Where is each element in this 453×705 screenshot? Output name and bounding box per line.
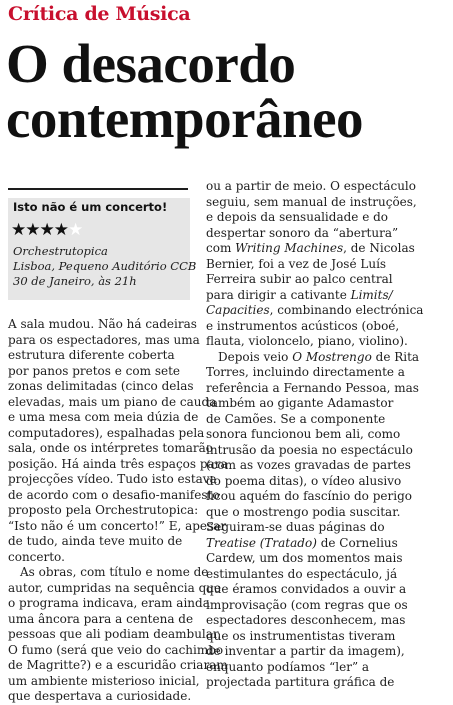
text-line: zonas delimitadas (cinco delas <box>8 379 194 393</box>
text-line: Capacities, combinando electrónica <box>206 303 424 317</box>
text-line: despertar sonoro da “abertura” <box>206 225 399 240</box>
text-line: um ambiente misterioso inicial, <box>8 673 200 688</box>
text-line: A sala mudou. Não há cadeiras <box>8 317 197 331</box>
star-icon: ★ <box>53 220 68 240</box>
text-line: para os espectadores, mas uma <box>8 332 200 347</box>
text-line: As obras, com título e nome de <box>20 565 209 579</box>
text-line: autor, cumpridas na sequência que <box>8 580 222 595</box>
text-line: com Writing Machines, de Nicolas <box>206 241 415 255</box>
text-line: proposto pela Orchestrutopica: <box>8 503 199 517</box>
body-column-left <box>8 317 228 705</box>
review-info-box <box>8 198 197 300</box>
text-line: “Isto não é um concerto!” E, apesar <box>8 518 227 533</box>
text-line: Bernier, foi a vez de José Luís <box>206 256 387 271</box>
review-title: Isto não é um concerto! <box>13 200 168 214</box>
text-line: seguiu, sem manual de instruções, <box>206 194 417 209</box>
text-line: posição. Há ainda três espaços para <box>8 456 228 471</box>
text-line: sonora funcionou bem ali, como <box>206 427 401 441</box>
text-line: Ferreira subir ao palco central <box>206 272 393 286</box>
text-line: Treatise (Tratado) de Cornelius <box>206 535 398 550</box>
star-icon: ★ <box>25 220 40 240</box>
section-kicker: Crítica de Música <box>8 3 191 25</box>
text-line: uma âncora para a centena de <box>8 611 194 626</box>
star-icon: ★ <box>68 220 83 240</box>
text-line: projectada partitura gráfica de <box>206 675 395 689</box>
venue: Lisboa, Pequeno Auditório CCB <box>13 259 197 273</box>
text-line: O fumo (será que veio do cachimbo <box>8 642 224 657</box>
text-line: Depois veio O Mostrengo de Rita <box>218 349 420 364</box>
text-line: de tudo, ainda teve muito de <box>8 534 183 548</box>
star-icon: ★ <box>11 220 26 240</box>
star-rating <box>11 220 82 240</box>
text-line: que éramos convidados a ouvir a <box>206 582 407 596</box>
text-line: elevadas, mais um piano de cauda <box>8 394 217 409</box>
text-line: concerto. <box>8 549 65 564</box>
text-line: sala, onde os intérpretes tomarão <box>8 441 214 455</box>
text-line: Torres, incluindo directamente a <box>206 365 405 379</box>
text-line: do poema ditas), o vídeo alusivo <box>206 473 402 488</box>
text-line: e instrumentos acústicos (oboé, <box>206 318 400 333</box>
ensemble-name: Orchestrutopica <box>13 244 108 258</box>
text-line: estrutura diferente coberta <box>8 348 175 362</box>
column-rule <box>8 188 188 190</box>
text-line: espectadores desconhecem, mas <box>206 613 406 627</box>
text-line: computadores), espalhadas pela <box>8 425 205 440</box>
text-line: intrusão da poesia no espectáculo <box>206 442 413 457</box>
text-line: projecções vídeo. Tudo isto estava <box>8 472 217 486</box>
text-line: ficou aquém do fascínio do perigo <box>206 489 412 503</box>
body-column-right <box>206 179 446 691</box>
text-line: também ao gigante Adamastor <box>206 396 394 410</box>
text-line: improvisação (com regras que os <box>206 597 408 612</box>
text-line: que o mostrengo podia suscitar. <box>206 504 401 519</box>
headline <box>6 33 451 149</box>
text-line: de inventar a partir da imagem), <box>206 644 405 658</box>
text-line: pessoas que ali podiam deambular. <box>8 627 222 641</box>
text-line: Seguiram-se duas páginas do <box>206 520 385 534</box>
text-line: que os instrumentistas tiveram <box>206 628 396 643</box>
text-line: ou a partir de meio. O espectáculo <box>206 179 416 193</box>
text-line: e depois da sensualidade e do <box>206 210 389 224</box>
text-line: e uma mesa com meia dúzia de <box>8 410 199 424</box>
text-line: por panos pretos e com sete <box>8 363 180 378</box>
text-line: flauta, violoncelo, piano, violino). <box>206 334 408 348</box>
performance-date: 30 de Janeiro, às 21h <box>13 274 137 288</box>
text-line: Cardew, um dos momentos mais <box>206 551 403 565</box>
text-line: (com as vozes gravadas de partes <box>206 458 411 472</box>
text-line: de Magritte?) e a escuridão criaram <box>8 658 228 672</box>
headline-line: O desacordo <box>6 33 296 94</box>
text-line: para dirigir a cativante Limits/ <box>206 287 393 302</box>
text-line: que despertava a curiosidade. <box>8 689 192 703</box>
text-line: de acordo com o desafio-manifesto <box>8 487 220 502</box>
text-line: de Camões. Se a componente <box>206 411 386 426</box>
text-line: enquanto podíamos “ler” a <box>206 659 370 674</box>
text-line: o programa indicava, eram ainda <box>8 596 210 610</box>
star-icon: ★ <box>39 220 54 240</box>
text-line: referência a Fernando Pessoa, mas <box>206 380 419 395</box>
headline-line: contemporâneo <box>6 88 364 149</box>
text-line: estimulantes do espectáculo, já <box>206 566 398 581</box>
